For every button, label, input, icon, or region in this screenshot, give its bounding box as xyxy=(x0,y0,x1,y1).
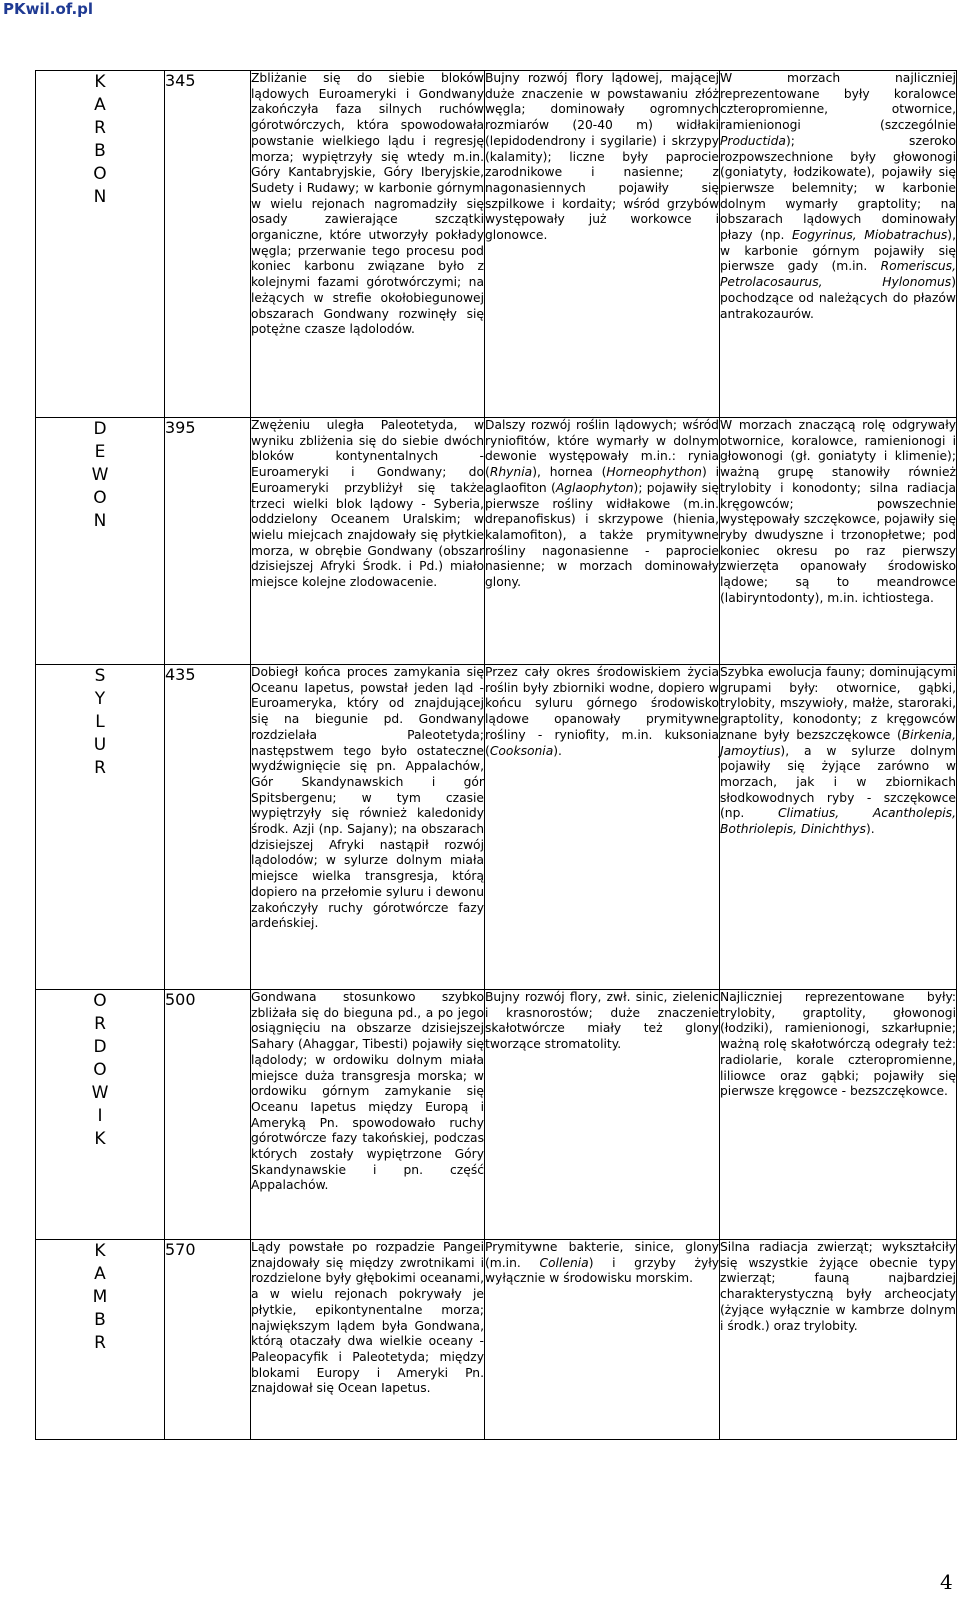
flora-cell xyxy=(485,665,720,990)
italic-taxon: Romeriscus, Petrolacosaurus, Hylonomus xyxy=(720,259,956,290)
text-segment: ), hornea ( xyxy=(532,465,607,480)
text-segment: Przez cały okres środowiskiem życia roślin były zbiorniki wodne, dopiero w końcu syluru górnego środowisko lądowe opanowały prymitywne rośliny - ryniofity, m.in. kuksonia ( xyxy=(485,665,719,758)
period-letter: W xyxy=(91,1083,109,1103)
geology-cell: Dobiegł końca proces zamykania się Oceanu Iapetus, powstał jeden ląd - Euroameryka, który od znajdującej się na biegunie pd. Gondwany rozdzielała Paleotetyda; następstwem tego było ostateczne wydźwignięcie się pn. Appalachów, Gór Skandynawskich i gór Spitsbergenu; w tym czasie wypiętrzyły się również kaledonidy środk. Azji (np. Sajany); na obszarach dzisiejszej Afryki nastąpił rozwój lądolodów; w sylurze dolnym miała miejsce wielka transgresja, którą dopiero na przełomie syluru i dewonu zakończyły ruchy górotwórcze fazy ardeńskiej. xyxy=(251,665,485,990)
period-letter: R xyxy=(94,758,106,778)
period-letter: R xyxy=(94,118,106,138)
period-row xyxy=(36,71,957,418)
site-link[interactable]: PKwil.of.pl xyxy=(3,0,94,18)
text-segment: ) pochodzące od należących do płazów antrakozaurów. xyxy=(720,275,956,321)
text-segment: Szybka ewolucja fauny; dominującymi grupami były: otwornice, gąbki, trylobity, mszywioły, małże, staroraki, graptolity, konodonty; z kręgowców znane były bezszczękowce ( xyxy=(720,665,956,742)
age-ma-cell: 345 xyxy=(165,71,251,418)
text-segment: ); szeroko rozpowszechnione były głowonogi (goniatyty, łodzikowate), pojawiły się pierwsze belemnity; w karbonie dolnym wymarły graptolity; na obszarach lądowych dominowały płazy (np. xyxy=(720,133,956,243)
age-ma-cell: 570 xyxy=(165,1240,251,1440)
period-row xyxy=(36,990,957,1240)
period-letter: Y xyxy=(94,689,106,709)
text-segment: ). xyxy=(865,822,875,837)
text-segment: W morzach najliczniej reprezentowane były koralowce czteropromienne, otwornice, ramienionogi (szczególnie xyxy=(720,71,956,133)
text-segment: ), a w sylurze dolnym pojawiły się żyjące zarówno w morzach, jak i w zbiornikach słodkowodnych ryby - szczękowce (np. xyxy=(720,743,956,821)
geology-cell: Zbliżanie się do siebie bloków lądowych Euroameryki i Gondwany zakończyła faza silnych ruchów górotwórczych, która spowodowała powstanie wielkiego lądu i regresję morza; wypiętrzyły się wtedy m.in. Góry Kantabryjskie, Góry Iberyjskie, Sudety i Rudawy; w karbonie górnym w wielu rejonach nagromadziły się osady zawierające szczątki organiczne, które utworzyły pokłady węgla; przerwanie tego procesu pod koniec karbonu związane było z kolejnymi fazami górotwórczymi; na leżących w strefie okołobiegunowej obszarach Gondwany rozwinęły się potężne czasze lądolodów. xyxy=(251,71,485,418)
flora-cell xyxy=(485,418,720,665)
period-letter: L xyxy=(95,712,105,732)
italic-taxon: Climatius, Acantholepis, Bothriolepis, Dinichthys xyxy=(720,806,956,837)
period-name-cell xyxy=(36,990,165,1240)
period-letter: D xyxy=(93,419,107,439)
fauna-cell: Najliczniej reprezentowane były: trylobity, graptolity, głowonogi (łodziki), ramienionogi, szkarłupnie; ważną rolę skałotwórczą odegrały też: radiolarie, korale czteropromienne, liliowce oraz gąbki; pojawiły się pierwsze kręgowce - bezszczękowce. xyxy=(720,990,957,1240)
italic-taxon: Birkenia, Jamoytius xyxy=(720,727,956,758)
text-segment: ) i grzyby żyły wyłącznie w środowisku morskim. xyxy=(485,1255,719,1286)
period-letter: M xyxy=(92,1287,108,1307)
period-letter: N xyxy=(93,511,107,531)
period-letter: R xyxy=(94,1333,106,1353)
period-letter: A xyxy=(94,95,106,115)
period-letter: U xyxy=(93,735,107,755)
period-letter: O xyxy=(93,488,107,508)
period-name-cell xyxy=(36,665,165,990)
italic-taxon: Aglaophyton xyxy=(555,480,634,495)
period-name-cell xyxy=(36,1240,165,1440)
fauna-cell: W morzach znaczącą rolę odgrywały otwornice, koralowce, ramienionogi i głowonogi (gł. goniatyty i klimenie); ważną grupę stanowiły również trylobity i konodonty; silna radiacja kręgowców; powszechnie występowały szczękowce, pojawiły się ryby dwudyszne i trzonopłetwe; pod koniec okresu po raz pierwszy zwierzęta opanowały środowisko lądowe; są to meandrowce (labiryntodonty), m.in. ichtiostega. xyxy=(720,418,957,665)
flora-cell: Bujny rozwój flory lądowej, mającej duże znaczenie w powstawaniu złóż węgla; dominowały ogromnych rozmiarów (20-40 m) widłaki (lepidodendrony i sygilarie) i skrzypy (kalamity); liczne były paprocie zarodnikowe i nasienne; z nagonasiennych pojawiły się szpilkowe i kordaity; wśród grzybów występowały już workowce i glonowce. xyxy=(485,71,720,418)
period-letter: K xyxy=(94,72,106,92)
text-segment: Prymitywne bakterie, sinice, glony (m.in. xyxy=(485,1240,719,1270)
age-ma-cell: 395 xyxy=(165,418,251,665)
italic-taxon: Cooksonia xyxy=(489,743,554,758)
period-letter: R xyxy=(94,1014,106,1034)
period-row xyxy=(36,665,957,990)
geologic-periods-table xyxy=(35,70,957,1440)
period-name-cell xyxy=(36,71,165,418)
period-letter: E xyxy=(94,442,106,462)
italic-taxon: Collenia xyxy=(539,1255,589,1270)
period-letter: O xyxy=(93,164,107,184)
text-segment: ); pojawiły się pierwsze rośliny widłakowe (m.in. drepanofiskus) i skrzypowe (hienia, kalamofiton), a także prymitywne rośliny nagonasienne - paprocie nasienne; w morzach dominowały glony. xyxy=(485,480,719,590)
period-letter: D xyxy=(93,1037,107,1057)
age-ma-cell: 500 xyxy=(165,990,251,1240)
fauna-cell xyxy=(720,665,957,990)
period-letter: I xyxy=(97,1106,103,1126)
text-segment: Dalszy rozwój roślin lądowych; wśród ryniofitów, które wymarły w dolnym dewonie występowały m.in.: rynia ( xyxy=(485,418,719,480)
period-letter: O xyxy=(93,1060,107,1080)
period-letter: B xyxy=(94,141,106,161)
page-number: 4 xyxy=(940,1570,953,1594)
italic-taxon: Productida xyxy=(720,133,786,148)
flora-cell: Bujny rozwój flory, zwł. sinic, zielenic i krasnorostów; duże znaczenie skałotwórcze miały też glony tworzące stromatolity. xyxy=(485,990,720,1240)
italic-taxon: Horneophython xyxy=(606,465,702,480)
text-segment: ), w karbonie górnym pojawiły się pierwsze gady (m.in. xyxy=(720,228,956,274)
period-letter: O xyxy=(93,991,107,1011)
text-segment: ) i aglaofiton ( xyxy=(485,465,720,495)
geology-cell: Gondwana stosunkowo szybko zbliżała się do bieguna pd., a po jego osiągnięciu na obszarze dzisiejszej Sahary (Ahaggar, Tibesti) pojawiły się lądolody; w ordowiku dolnym miała miejsce duża transgresja morska; w ordowiku górnym zamykanie się Oceanu Iapetus między Europą i Ameryką Pn. spowodowało ruchy górotwórcze fazy takońskiej, podczas których zostały wypiętrzone Góry Skandynawskie i pn. część Appalachów. xyxy=(251,990,485,1240)
period-letter: A xyxy=(94,1264,106,1284)
fauna-cell: Silna radiacja zwierząt; wykształciły się wszystkie żyjące obecnie typy zwierząt; fauną najbardziej charakterystyczną były archeocjaty (żyjące wyłącznie w kambrze dolnym i środk.) oraz trylobity. xyxy=(720,1240,957,1440)
flora-cell xyxy=(485,1240,720,1440)
period-row xyxy=(36,418,957,665)
period-letter: S xyxy=(94,666,106,686)
period-row xyxy=(36,1240,957,1440)
text-segment: ). xyxy=(553,743,562,758)
period-letter: K xyxy=(94,1241,106,1261)
period-letter: N xyxy=(93,187,107,207)
geology-cell: Zwężeniu uległa Paleotetyda, w wyniku zbliżenia się do siebie dwóch bloków kontynentalnych - Euroameryki i Gondwany; do Euroameryki przybliżył się także trzeci wielki blok lądowy - Syberia, oddzielony Oceanem Uralskim; w wielu miejcach znajdowały się płytkie morza, w obrębie Gondwany (obszar dzisiejszej Afryki Środk. i Pd.) miało miejsce kolejne zlodowacenie. xyxy=(251,418,485,665)
fauna-cell xyxy=(720,71,957,418)
period-letter: K xyxy=(94,1129,106,1149)
geology-cell: Lądy powstałe po rozpadzie Pangei znajdowały się między zwrotnikami i rozdzielone były głębokimi oceanami, a w wielu rejonach pokrywały je płytkie, epikontynentalne morza; największym lądem była Gondwana, którą otaczały dwa wielkie oceany - Paleopacyfik i Paleotetyda; między blokami Europy i Ameryki Pn. znajdował się Ocean Iapetus. xyxy=(251,1240,485,1440)
period-letter: B xyxy=(94,1310,106,1330)
age-ma-cell: 435 xyxy=(165,665,251,990)
period-name-cell xyxy=(36,418,165,665)
period-letter: W xyxy=(91,465,109,485)
italic-taxon: Eogyrinus, Miobatrachus xyxy=(791,228,948,243)
italic-taxon: Rhynia xyxy=(489,465,533,480)
